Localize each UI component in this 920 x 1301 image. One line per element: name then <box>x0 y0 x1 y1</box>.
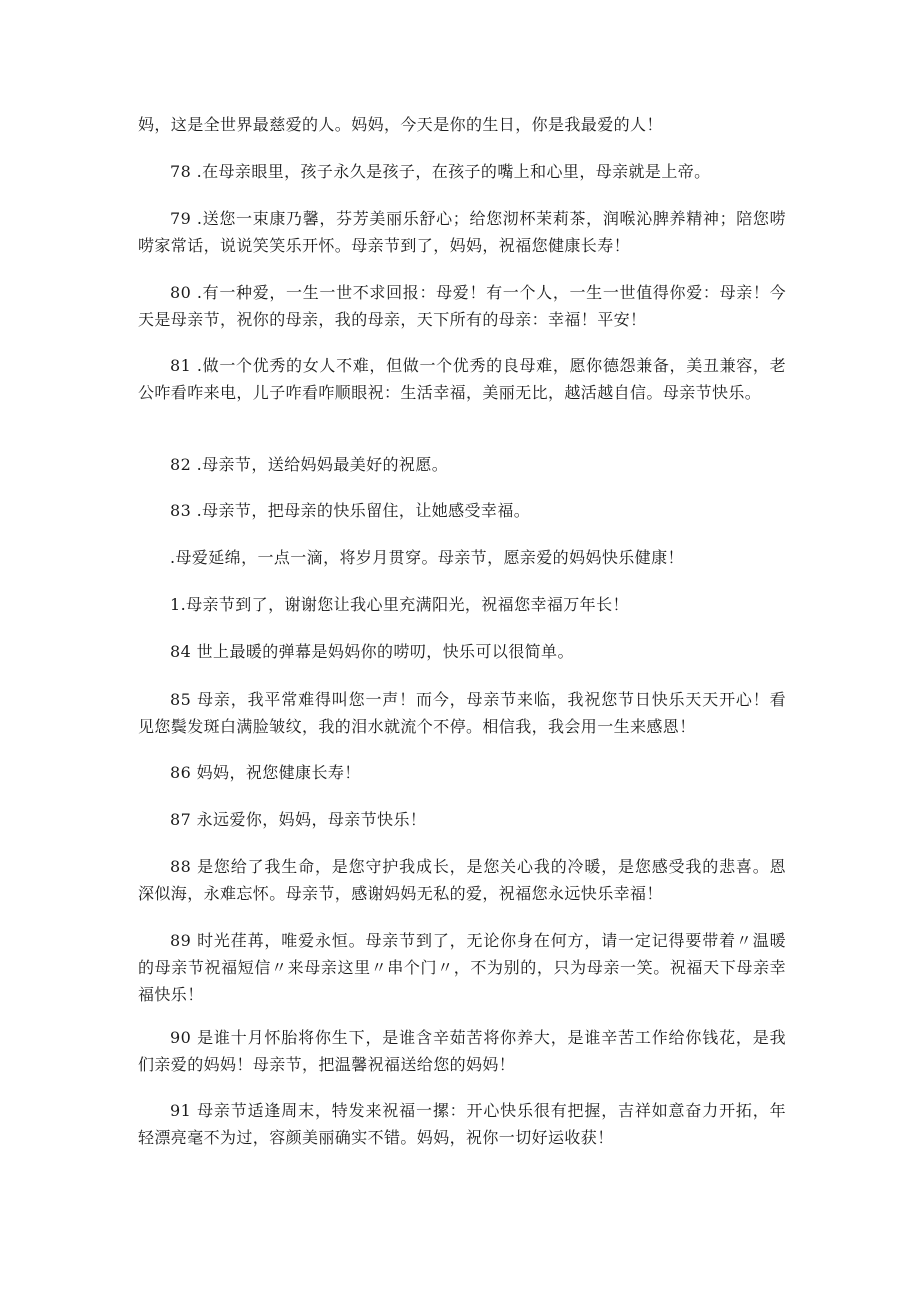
paragraph-83: 83 .母亲节，把母亲的快乐留住，让她感受幸福。 <box>170 501 531 520</box>
paragraph-89: 89 时光荏苒，唯爱永恒。母亲节到了，无论你身在何方，请一定记得要带着〃温暖的母亲节祝福短信〃来母亲这里〃串个门〃，不为别的，只为母亲一笑。祝福天下母亲幸福快乐！ <box>138 931 786 1004</box>
paragraph-91: 91 母亲节适逢周末，特发来祝福一摞：开心快乐很有把握，吉祥如意奋力开拓，年轻漂亮毫不为过，容颜美丽确实不错。妈妈，祝你一切好运收获！ <box>138 1101 786 1147</box>
paragraph-86: 86 妈妈，祝您健康长寿！ <box>170 763 361 782</box>
paragraph-85: 85 母亲，我平常难得叫您一声！而今，母亲节来临，我祝您节日快乐天天开心！看见您鬓发斑白满脸皱纹，我的泪水就流个不停。相信我，我会用一生来感恩！ <box>138 690 786 736</box>
paragraph-1: 1.母亲节到了，谢谢您让我心里充满阳光，祝福您幸福万年长！ <box>170 595 629 614</box>
paragraph-87: 87 永远爱你，妈妈，母亲节快乐！ <box>170 810 427 829</box>
paragraph-90: 90 是谁十月怀胎将你生下，是谁含辛茹苦将你养大，是谁辛苦工作给你钱花，是我们亲爱的妈妈！母亲节，把温馨祝福送给您的妈妈！ <box>138 1028 786 1074</box>
paragraph-81: 81 .做一个优秀的女人不难，但做一个优秀的良母难，愿你德怨兼备，美丑兼容，老公咋看咋来电，儿子咋看咋顺眼祝：生活幸福，美丽无比，越活越自信。母亲节快乐。 <box>138 356 786 402</box>
paragraph-82: 82 .母亲节，送给妈妈最美好的祝愿。 <box>170 455 449 474</box>
paragraph-78: 78 .在母亲眼里，孩子永久是孩子，在孩子的嘴上和心里，母亲就是上帝。 <box>170 162 711 181</box>
paragraph-unnumbered: .母爱延绵，一点一滴，将岁月贯穿。母亲节，愿亲爱的妈妈快乐健康！ <box>170 548 684 567</box>
paragraph-88: 88 是您给了我生命，是您守护我成长，是您关心我的冷暖，是您感受我的悲喜。恩深似海，永难忘怀。母亲节，感谢妈妈无私的爱，祝福您永远快乐幸福！ <box>138 857 786 903</box>
paragraph-77-continuation: 妈，这是全世界最慈爱的人。妈妈，今天是你的生日，你是我最爱的人！ <box>138 115 663 134</box>
paragraph-80: 80 .有一种爱，一生一世不求回报：母爱！有一个人，一生一世值得你爱：母亲！今天是母亲节，祝你的母亲，我的母亲，天下所有的母亲：幸福！平安！ <box>138 283 786 329</box>
paragraph-79: 79 .送您一束康乃馨，芬芳美丽乐舒心；给您沏杯茉莉茶，润喉沁脾养精神；陪您唠唠家常话，说说笑笑乐开怀。母亲节到了，妈妈，祝福您健康长寿！ <box>138 209 786 255</box>
paragraph-84: 84 世上最暖的弹幕是妈妈你的唠叨，快乐可以很简单。 <box>170 642 574 661</box>
